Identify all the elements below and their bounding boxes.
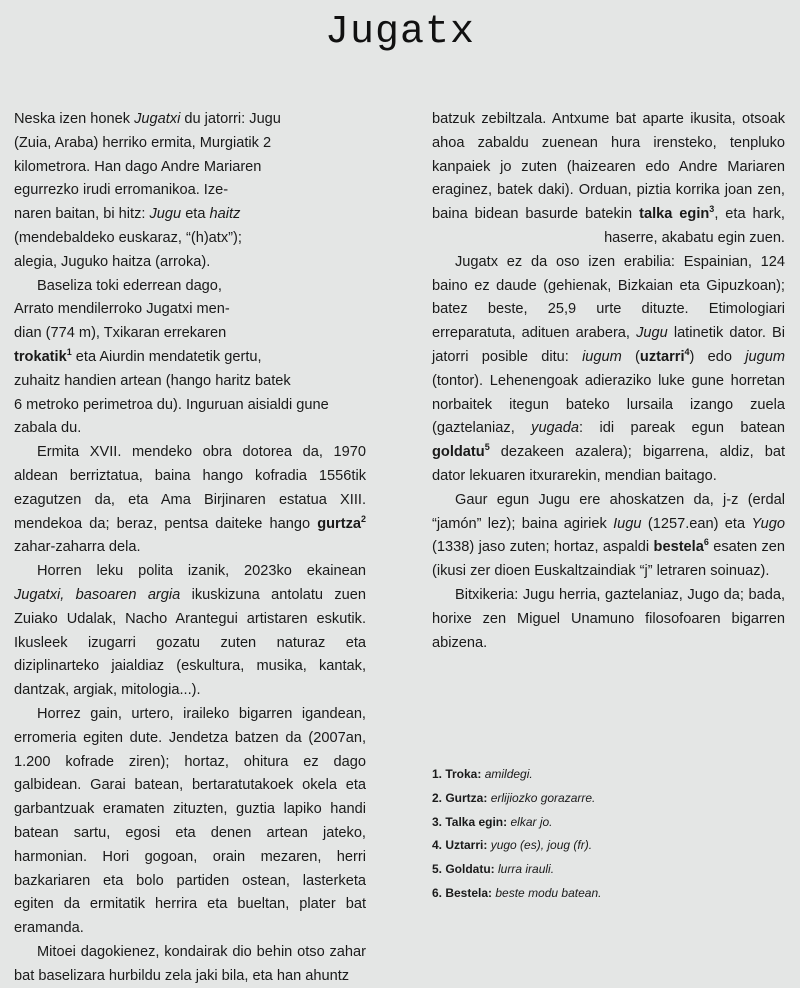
article-column-left bbox=[14, 108, 366, 988]
glossary-note: 1. Troka: amildegi. bbox=[432, 767, 533, 781]
paragraph-curiosity: Bitxikeria: Jugu herria, gaztelaniaz, Jugo da; bada, horixe zen Miguel Unamuno filosofoaren bigarren abizena. bbox=[432, 586, 785, 651]
paragraph-etymology: Jugatx ez da oso izen erabilia: Espainian, 124 baino ez daude (gehienak, Bizkaian eta Gipuzkoan); batez beste, 25,9 urte dituzte. Etimologiari erreparatuta, adituen arabera, Jugu latinetik dator. Bi jatorri posible ditu: iugum (uztarri$^4$) edo jugum (tontor). Lehenengoak adieraziko luke gune horretan norbaitek itegun bateko lursaila izango zuela (gaztelaniaz, yugada: idi pareak egun batean goldatu$^5$ dezakeen azalera); bigarrena, aldiz, bat dator lekuaren itxurarekin, mendian baitago. bbox=[432, 253, 785, 484]
paragraph-pilgrimage: Horrez gain, urtero, iraileko bigarren igandean, erromeria egiten dute. Jendetza batzen da (2007an, 1.200 kofrade ziren); hortaz, ohitura ez dago galbidean. Garai batean, bertaratutakoek okela eta garbantzuak eramaten zituzten, guztia lapiko handi batean sartu, egosi eta denen artean jateko, harmonian. Hori gogoan, orain mezaren, herri bazkariaren eta bolo partiden ostean, lasterketa egiten da ermitatik herrira eta bueltan, plater bat eramanda. bbox=[14, 705, 366, 937]
paragraph-pronunciation: Gaur egun Jugu ere ahoskatzen da, j-z (erdal “jamón” lez); baina agiriek Iugu (1257.ean) eta Yugo (1338) jaso zuten; hortaz, aspaldi bestela$^6$ esaten zen (ikusi zer dioen Euskaltzaindiak “j” letraren soinuaz). bbox=[432, 491, 785, 580]
article-column-right bbox=[432, 108, 785, 655]
page-title: Jugatx bbox=[324, 10, 476, 55]
glossary-note: 6. Bestela: beste modu batean. bbox=[432, 885, 602, 900]
paragraph-show: Horren leku polita izanik, 2023ko ekainean Jugatxi, basoaren argia ikuskizuna antolatu zuen Zuiako Udalak, Nacho Arantegui artistaren eskutik. Ikusleek izugarri gozatu zuten naturaz eta diziplinarteko jaialdiaz (eskultura, musika, kantak, dantzak, argiak, mitologia...). bbox=[14, 563, 366, 699]
glossary-note: 4. Uztarri: yugo (es), joug (fr). bbox=[432, 838, 593, 853]
glossary-notes bbox=[432, 763, 782, 906]
glossary-note: 5. Goldatu: lurra irauli. bbox=[432, 862, 555, 877]
paragraph-history: Ermita XVII. mendeko obra dotorea da, 1970 aldean berriztatua, baina hango kofradia 1556tik ezagutzen da, eta Ama Birjinaren estatua XIII. mendekoa da; beraz, pentsa daiteke hango gurtza$^2$ zahar-zaharra dela. bbox=[14, 444, 366, 556]
paragraph-legend-continued: batzuk zebiltzala. Antxume bat aparte ikusita, otsoak ahoa zabaldu zuenean hura irensteko, tenpluko kanpaiek jo zuten (haizearen edo Andre Mariaren eraginez, batek daki). Orduan, piztia korrika joan zen, baina bidean basurde batekin talka egin$^3$, eta hark, haserre, akabatu egin zuen. bbox=[432, 111, 785, 246]
paragraph-origin: Neska izen honek Jugatxi du jatorri: Jugu (Zuia, Araba) herriko ermita, Murgiatik 2 kilometrora. Han dago Andre Mariaren egurrezko irudi erromanikoa. Ize- naren baitan, bi hitz: Jugu eta haitz (mendebaldeko euskaraz, “(h)atx”); alegia, Juguko haitza (arroka). bbox=[14, 111, 281, 270]
glossary-note: 3. Talka egin: elkar jo. bbox=[432, 814, 553, 829]
paragraph-location: Baseliza toki ederrean dago, Arrato mendilerroko Jugatxi men- dian (774 m), Txikaran errekaren trokatik$^1$ eta Aiurdin mendatetik gertu, zuhaitz handien artean (hango haritz batek 6 metroko perimetroa du). Inguruan aisialdi gune zabala du. bbox=[14, 277, 329, 437]
glossary-note: 2. Gurtza: erlijiozko gorazarre. bbox=[432, 790, 596, 805]
paragraph-legend: Mitoei dagokienez, kondairak dio behin otso zahar bat baselizara hurbildu zela jaki bila, eta han ahuntz bbox=[14, 943, 366, 984]
